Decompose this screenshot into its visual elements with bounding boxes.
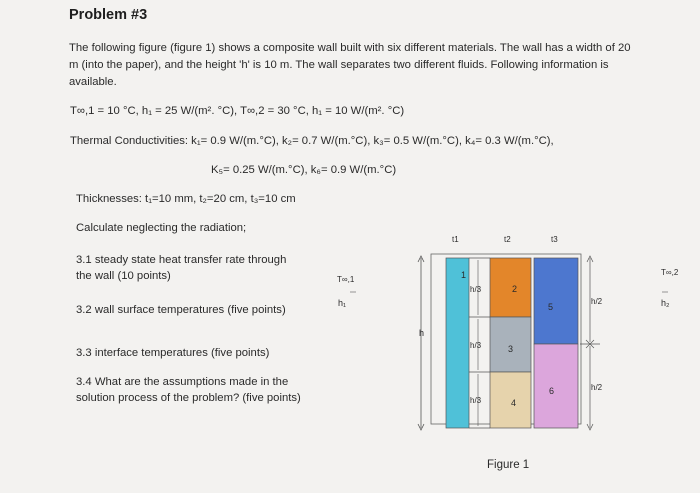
calculate-instruction: Calculate neglecting the radiation; bbox=[76, 222, 247, 234]
material-1 bbox=[446, 258, 469, 428]
label-material-2: 2 bbox=[512, 284, 518, 294]
label-h3-bottom: h/3 bbox=[470, 396, 482, 405]
label-material-6: 6 bbox=[549, 386, 555, 396]
label-material-5: 5 bbox=[548, 302, 554, 312]
material-2 bbox=[490, 258, 531, 317]
label-h2-bottom: h/2 bbox=[591, 383, 603, 392]
label-h2: h₂ bbox=[661, 298, 670, 308]
label-h: h bbox=[419, 328, 425, 338]
given-conditions: T∞,1 = 10 °C, h₁ = 25 W/(m². °C), T∞,2 = 30 °C, h₁ = 10 W/(m². °C) bbox=[70, 105, 405, 117]
label-h3-mid: h/3 bbox=[470, 341, 482, 350]
question-3-1: 3.1 steady state heat transfer rate through the wall (10 points) bbox=[76, 254, 287, 282]
label-material-4: 4 bbox=[511, 398, 517, 408]
label-h2-top: h/2 bbox=[591, 297, 603, 306]
problem-title: Problem #3 bbox=[69, 7, 148, 23]
question-3-4: 3.4 What are the assumptions made in the solution process of the problem? (five points) bbox=[76, 376, 301, 404]
label-tinf1: T∞,1 bbox=[337, 275, 355, 284]
label-material-3: 3 bbox=[508, 344, 514, 354]
label-t1: t1 bbox=[452, 235, 459, 244]
question-3-3: 3.3 interface temperatures (five points) bbox=[76, 347, 270, 359]
conductivities-line-1: Thermal Conductivities: k₁= 0.9 W/(m.°C), k₂= 0.7 W/(m.°C), k₃= 0.5 W/(m.°C), k₄= 0.3 W/(m.°C), bbox=[70, 135, 554, 147]
material-6 bbox=[534, 344, 578, 428]
figure-caption: Figure 1 bbox=[487, 459, 530, 471]
problem-intro: The following figure (figure 1) shows a composite wall built with six different materials. The wall has a width of 20 m (into the paper), and the height 'h' is 10 m. The wall separates two different fluids. Following information is available. bbox=[69, 42, 631, 88]
label-material-1: 1 bbox=[461, 270, 467, 280]
label-tinf2: T∞,2 bbox=[661, 268, 679, 277]
label-t2: t2 bbox=[504, 235, 511, 244]
label-h3-top: h/3 bbox=[470, 285, 482, 294]
question-3-2: 3.2 wall surface temperatures (five points) bbox=[76, 304, 286, 316]
thicknesses: Thicknesses: t₁=10 mm, t₂=20 cm, t₃=10 cm bbox=[76, 193, 296, 205]
material-5 bbox=[534, 258, 578, 344]
label-h1: h₁ bbox=[338, 298, 347, 308]
conductivities-line-2: K₅= 0.25 W/(m.°C), k₆= 0.9 W/(m.°C) bbox=[211, 164, 397, 176]
label-t3: t3 bbox=[551, 235, 558, 244]
